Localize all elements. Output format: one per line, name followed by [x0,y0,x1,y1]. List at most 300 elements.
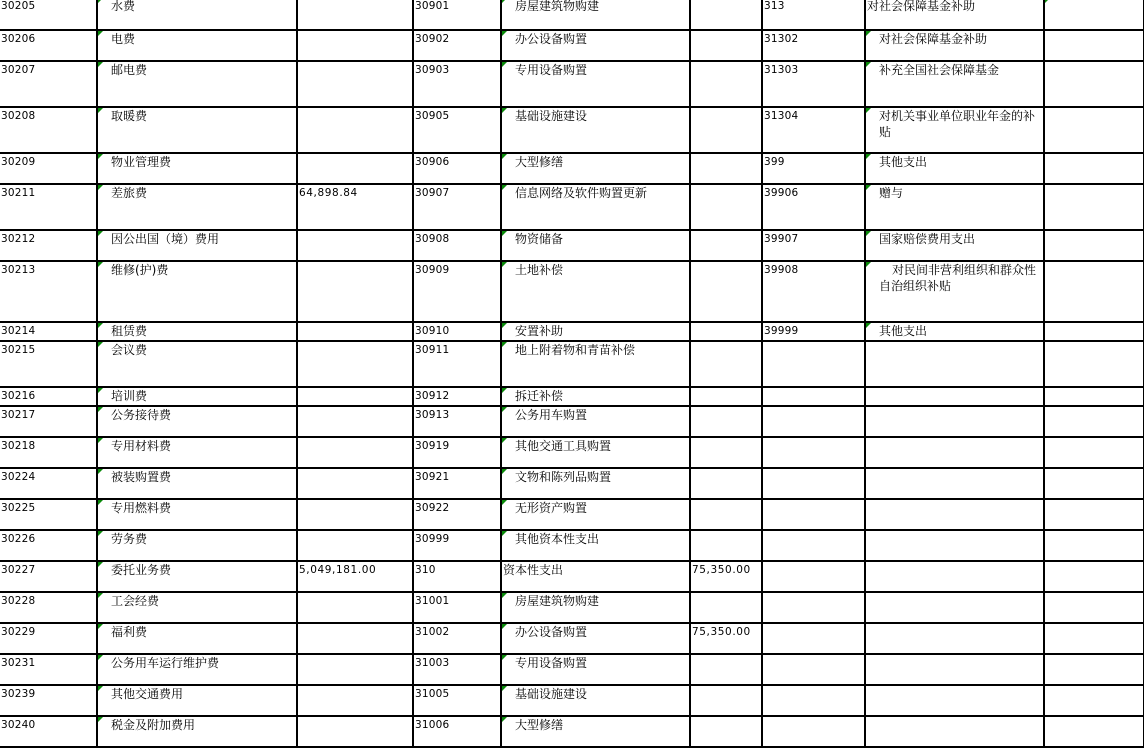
item-name-cell-text: 专用燃料费 [111,501,172,515]
amount-cell[interactable] [297,499,413,530]
item-name-cell-text: 委托业务费 [111,563,172,577]
item-name-cell-text: 补充全国社会保障基金 [879,63,1000,77]
amount-cell[interactable] [297,530,413,561]
comment-marker-icon [502,323,507,328]
comment-marker-icon [98,342,103,347]
econ-code-cell[interactable] [413,230,501,261]
table-row [0,341,1144,387]
econ-code-cell-text: 30902 [415,33,450,45]
econ-code-cell-text: 31005 [415,688,450,700]
item-name-cell[interactable] [865,341,1044,387]
item-name-cell[interactable] [501,0,690,30]
econ-code-cell[interactable] [0,0,97,30]
econ-code-cell-text: 30211 [1,187,36,199]
item-name-cell-text: 大型修缮 [515,718,564,732]
econ-code-cell-text: 30999 [415,533,450,545]
item-name-cell[interactable] [97,153,297,184]
item-name-cell[interactable] [97,530,297,561]
comment-marker-icon [98,262,103,267]
item-name-cell[interactable] [501,561,690,592]
item-name-cell[interactable] [865,437,1044,468]
amount-cell[interactable] [690,230,762,261]
econ-code-cell-text: 30207 [1,64,36,76]
comment-marker-icon [866,31,871,36]
amount-cell[interactable] [690,184,762,230]
econ-code-cell-text: 30228 [1,595,36,607]
item-name-cell[interactable] [501,437,690,468]
econ-code-cell[interactable] [413,468,501,499]
amount-cell[interactable] [297,406,413,437]
econ-code-cell[interactable] [413,530,501,561]
econ-code-cell[interactable] [762,592,865,623]
amount-cell-text: 64,898.84 [299,187,358,199]
econ-code-cell[interactable] [762,153,865,184]
item-name-cell-text: 地上附着物和青苗补偿 [515,343,636,357]
amount-cell[interactable] [297,387,413,406]
econ-code-cell[interactable] [0,654,97,685]
item-name-cell[interactable] [865,592,1044,623]
econ-code-cell[interactable] [0,685,97,716]
amount-cell[interactable] [297,437,413,468]
econ-code-cell[interactable] [0,184,97,230]
amount-cell[interactable] [690,561,762,592]
econ-code-cell[interactable] [762,530,865,561]
item-name-cell[interactable] [501,623,690,654]
amount-cell[interactable] [297,716,413,747]
comment-marker-icon [866,62,871,67]
item-name-cell[interactable] [97,561,297,592]
econ-code-cell[interactable] [0,716,97,747]
item-name-cell[interactable] [501,261,690,322]
table-row [0,468,1144,499]
item-name-cell[interactable] [97,261,297,322]
table-row [0,30,1144,61]
table-row [0,530,1144,561]
econ-code-cell[interactable] [413,341,501,387]
amount-cell[interactable] [690,468,762,499]
amount-cell[interactable] [1044,153,1144,184]
econ-code-cell[interactable] [413,561,501,592]
item-name-cell[interactable] [865,530,1044,561]
econ-code-cell[interactable] [413,322,501,341]
econ-code-cell-text: 30922 [415,502,450,514]
table-row [0,61,1144,107]
item-name-cell-text: 公务用车购置 [515,408,588,422]
econ-code-cell-text: 39906 [764,187,799,199]
econ-code-cell[interactable] [413,387,501,406]
item-name-cell[interactable] [97,623,297,654]
comment-marker-icon [502,62,507,67]
amount-cell[interactable] [690,261,762,322]
econ-code-cell[interactable] [762,107,865,153]
item-name-cell[interactable] [865,61,1044,107]
item-name-cell[interactable] [97,230,297,261]
econ-code-cell-text: 30215 [1,344,36,356]
item-name-cell[interactable] [97,468,297,499]
amount-cell[interactable] [1044,30,1144,61]
amount-cell[interactable] [1044,499,1144,530]
item-name-cell[interactable] [501,387,690,406]
econ-code-cell[interactable] [762,387,865,406]
amount-cell[interactable] [1044,107,1144,153]
item-name-cell[interactable] [97,341,297,387]
comment-marker-icon [502,31,507,36]
econ-code-cell[interactable] [0,437,97,468]
amount-cell[interactable] [297,592,413,623]
item-name-cell-text: 文物和陈列品购置 [515,470,612,484]
item-name-cell-text: 福利费 [111,625,148,639]
amount-cell[interactable] [297,654,413,685]
amount-cell[interactable] [690,322,762,341]
item-name-cell[interactable] [97,322,297,341]
amount-cell[interactable] [297,0,413,30]
econ-code-cell[interactable] [0,530,97,561]
item-name-cell[interactable] [97,406,297,437]
item-name-cell-text: 水费 [111,0,136,13]
econ-code-cell-text: 313 [764,0,785,12]
item-name-cell[interactable] [97,654,297,685]
amount-cell[interactable] [297,322,413,341]
econ-code-cell-text: 39999 [764,325,799,337]
item-name-cell[interactable] [865,387,1044,406]
econ-code-cell[interactable] [0,322,97,341]
econ-code-cell[interactable] [762,406,865,437]
comment-marker-icon [98,108,103,113]
econ-code-cell[interactable] [0,468,97,499]
item-name-cell[interactable] [501,685,690,716]
item-name-cell-text: 税金及附加费用 [111,718,196,732]
econ-code-cell[interactable] [762,468,865,499]
econ-code-cell[interactable] [762,685,865,716]
econ-code-cell[interactable] [762,716,865,747]
amount-cell-text: 75,350.00 [692,626,751,638]
amount-cell[interactable] [297,341,413,387]
econ-code-cell[interactable] [0,107,97,153]
amount-cell[interactable] [1044,561,1144,592]
econ-code-cell[interactable] [762,561,865,592]
econ-code-cell[interactable] [762,261,865,322]
item-name-cell-text: 对机关事业单位职业年金的补贴 [879,109,1036,139]
econ-code-cell-text: 30913 [415,409,450,421]
comment-marker-icon [98,531,103,536]
amount-cell[interactable] [690,716,762,747]
item-name-cell-text: 取暖费 [111,109,148,123]
econ-code-cell[interactable] [762,322,865,341]
amount-cell[interactable] [690,387,762,406]
amount-cell[interactable] [1044,654,1144,685]
item-name-cell[interactable] [97,716,297,747]
amount-cell[interactable] [297,230,413,261]
econ-code-cell-text: 30206 [1,33,36,45]
item-name-cell[interactable] [865,107,1044,153]
amount-cell[interactable] [1044,468,1144,499]
item-name-cell-text: 劳务费 [111,532,148,546]
item-name-cell[interactable] [501,230,690,261]
item-name-cell[interactable] [97,61,297,107]
amount-cell[interactable] [1044,61,1144,107]
comment-marker-icon [98,469,103,474]
comment-marker-icon [866,231,871,236]
amount-cell[interactable] [1044,261,1144,322]
econ-code-cell[interactable] [413,61,501,107]
amount-cell[interactable] [1044,341,1144,387]
item-name-cell-text: 物业管理费 [111,155,172,169]
table-row [0,437,1144,468]
econ-code-cell[interactable] [413,654,501,685]
item-name-cell[interactable] [501,107,690,153]
item-name-cell[interactable] [97,387,297,406]
item-name-cell[interactable] [501,184,690,230]
econ-code-cell[interactable] [0,30,97,61]
item-name-cell-text: 会议费 [111,343,148,357]
econ-code-cell[interactable] [413,0,501,30]
item-name-cell[interactable] [501,322,690,341]
econ-code-cell[interactable] [0,261,97,322]
amount-cell[interactable] [297,30,413,61]
comment-marker-icon [502,388,507,393]
econ-code-cell[interactable] [0,406,97,437]
econ-code-cell[interactable] [762,341,865,387]
comment-marker-icon [502,531,507,536]
comment-marker-icon [866,323,871,328]
comment-marker-icon [98,407,103,412]
item-name-cell-text: 公务接待费 [111,408,172,422]
amount-cell[interactable] [1044,437,1144,468]
econ-code-cell[interactable] [762,499,865,530]
econ-code-cell[interactable] [413,716,501,747]
item-name-cell[interactable] [865,322,1044,341]
item-name-cell-text: 基础设施建设 [515,109,588,123]
comment-marker-icon [502,686,507,691]
table-row [0,261,1144,322]
amount-cell[interactable] [690,406,762,437]
econ-code-cell[interactable] [762,184,865,230]
amount-cell[interactable] [297,561,413,592]
item-name-cell[interactable] [97,499,297,530]
econ-code-cell[interactable] [413,592,501,623]
item-name-cell-text: 租赁费 [111,324,148,338]
amount-cell[interactable] [1044,184,1144,230]
econ-code-cell[interactable] [762,623,865,654]
econ-code-cell[interactable] [413,261,501,322]
item-name-cell[interactable] [501,499,690,530]
item-name-cell[interactable] [865,153,1044,184]
item-name-cell-text: 资本性支出 [503,563,564,577]
item-name-cell[interactable] [501,153,690,184]
econ-code-cell[interactable] [413,499,501,530]
item-name-cell-text: 对社会保障基金补助 [867,0,976,13]
econ-code-cell[interactable] [762,30,865,61]
econ-code-cell-text: 30229 [1,626,36,638]
comment-marker-icon [502,717,507,722]
item-name-cell[interactable] [865,184,1044,230]
amount-cell[interactable] [690,341,762,387]
econ-code-cell[interactable] [0,387,97,406]
econ-code-cell[interactable] [413,437,501,468]
econ-code-cell[interactable] [762,230,865,261]
econ-code-cell[interactable] [0,230,97,261]
amount-cell[interactable] [1044,406,1144,437]
amount-cell[interactable] [690,654,762,685]
econ-code-cell[interactable] [0,153,97,184]
comment-marker-icon [502,108,507,113]
comment-marker-icon [502,0,507,3]
item-name-cell[interactable] [865,230,1044,261]
item-name-cell-text: 基础设施建设 [515,687,588,701]
amount-cell[interactable] [1044,685,1144,716]
amount-cell[interactable] [690,61,762,107]
econ-code-cell[interactable] [413,30,501,61]
item-name-cell[interactable] [97,107,297,153]
item-name-cell-text: 赠与 [879,186,904,200]
item-name-cell-text: 对民间非营利组织和群众性自治组织补贴 [879,263,1037,293]
item-name-cell-text: 土地补偿 [515,263,564,277]
item-name-cell[interactable] [865,30,1044,61]
comment-marker-icon [502,469,507,474]
item-name-cell-text: 专用材料费 [111,439,172,453]
amount-cell[interactable] [297,261,413,322]
item-name-cell[interactable] [865,406,1044,437]
econ-code-cell[interactable] [413,406,501,437]
comment-marker-icon [98,154,103,159]
amount-cell[interactable] [297,153,413,184]
econ-code-cell[interactable] [762,654,865,685]
econ-code-cell-text: 30217 [1,409,36,421]
amount-cell-text: 5,049,181.00 [299,564,377,576]
econ-code-cell[interactable] [0,341,97,387]
amount-cell[interactable] [297,623,413,654]
amount-cell[interactable] [690,107,762,153]
econ-code-cell-text: 30906 [415,156,450,168]
econ-code-cell-text: 30905 [415,110,450,122]
econ-code-cell-text: 399 [764,156,785,168]
item-name-cell[interactable] [865,654,1044,685]
econ-code-cell-text: 30240 [1,719,36,731]
amount-cell[interactable] [297,61,413,107]
amount-cell[interactable] [690,30,762,61]
amount-cell[interactable] [1044,387,1144,406]
item-name-cell-text: 因公出国（境）费用 [111,232,220,246]
item-name-cell[interactable] [97,184,297,230]
item-name-cell[interactable] [501,654,690,685]
item-name-cell[interactable] [501,592,690,623]
econ-code-cell-text: 30226 [1,533,36,545]
econ-code-cell[interactable] [0,499,97,530]
amount-cell[interactable] [297,107,413,153]
econ-code-cell-text: 30209 [1,156,36,168]
econ-code-cell-text: 30909 [415,264,450,276]
table-row [0,685,1144,716]
comment-marker-icon [98,0,103,3]
item-name-cell[interactable] [865,561,1044,592]
table-row [0,654,1144,685]
item-name-cell-text: 电费 [111,32,136,46]
item-name-cell[interactable] [97,592,297,623]
item-name-cell-text: 其他交通工具购置 [515,439,612,453]
item-name-cell-text: 无形资产购置 [515,501,588,515]
amount-cell[interactable] [1044,530,1144,561]
amount-cell[interactable] [690,623,762,654]
amount-cell[interactable] [1044,230,1144,261]
econ-code-cell[interactable] [413,153,501,184]
amount-cell[interactable] [1044,623,1144,654]
item-name-cell[interactable] [97,30,297,61]
econ-code-cell[interactable] [413,685,501,716]
econ-code-cell[interactable] [0,592,97,623]
econ-code-cell[interactable] [762,0,865,30]
econ-code-cell[interactable] [0,561,97,592]
amount-cell[interactable] [690,685,762,716]
amount-cell[interactable] [690,153,762,184]
item-name-cell[interactable] [501,468,690,499]
item-name-cell[interactable] [501,341,690,387]
amount-cell[interactable] [690,592,762,623]
amount-cell[interactable] [1044,592,1144,623]
comment-marker-icon [98,624,103,629]
item-name-cell[interactable] [501,406,690,437]
amount-cell[interactable] [297,468,413,499]
comment-marker-icon [98,323,103,328]
item-name-cell[interactable] [865,261,1044,322]
item-name-cell[interactable] [97,437,297,468]
amount-cell-text: 75,350.00 [692,564,751,576]
item-name-cell[interactable] [865,0,1044,30]
econ-code-cell-text: 30214 [1,325,36,337]
econ-code-cell[interactable] [762,437,865,468]
table-row [0,230,1144,261]
item-name-cell[interactable] [865,468,1044,499]
econ-code-cell[interactable] [413,184,501,230]
item-name-cell[interactable] [501,716,690,747]
item-name-cell[interactable] [97,0,297,30]
item-name-cell[interactable] [865,716,1044,747]
item-name-cell[interactable] [501,30,690,61]
amount-cell[interactable] [1044,322,1144,341]
item-name-cell[interactable] [865,623,1044,654]
econ-code-cell-text: 31003 [415,657,450,669]
item-name-cell[interactable] [501,530,690,561]
comment-marker-icon [866,154,871,159]
econ-code-cell[interactable] [413,107,501,153]
amount-cell[interactable] [1044,0,1144,30]
amount-cell[interactable] [1044,716,1144,747]
amount-cell[interactable] [297,184,413,230]
item-name-cell-text: 国家赔偿费用支出 [879,232,976,246]
econ-code-cell[interactable] [0,623,97,654]
comment-marker-icon [502,655,507,660]
econ-code-cell[interactable] [0,61,97,107]
item-name-cell[interactable] [865,685,1044,716]
amount-cell[interactable] [690,530,762,561]
econ-code-cell[interactable] [762,61,865,107]
comment-marker-icon [98,62,103,67]
comment-marker-icon [98,500,103,505]
econ-code-cell[interactable] [413,623,501,654]
item-name-cell[interactable] [97,685,297,716]
comment-marker-icon [502,231,507,236]
econ-code-cell-text: 310 [415,564,436,576]
comment-marker-icon [866,185,871,190]
item-name-cell[interactable] [501,61,690,107]
amount-cell[interactable] [690,0,762,30]
amount-cell[interactable] [690,499,762,530]
item-name-cell[interactable] [865,499,1044,530]
item-name-cell-text: 房屋建筑物购建 [515,0,600,13]
econ-code-cell-text: 31302 [764,33,799,45]
amount-cell[interactable] [297,685,413,716]
amount-cell[interactable] [690,437,762,468]
item-name-cell-text: 其他支出 [879,155,928,169]
